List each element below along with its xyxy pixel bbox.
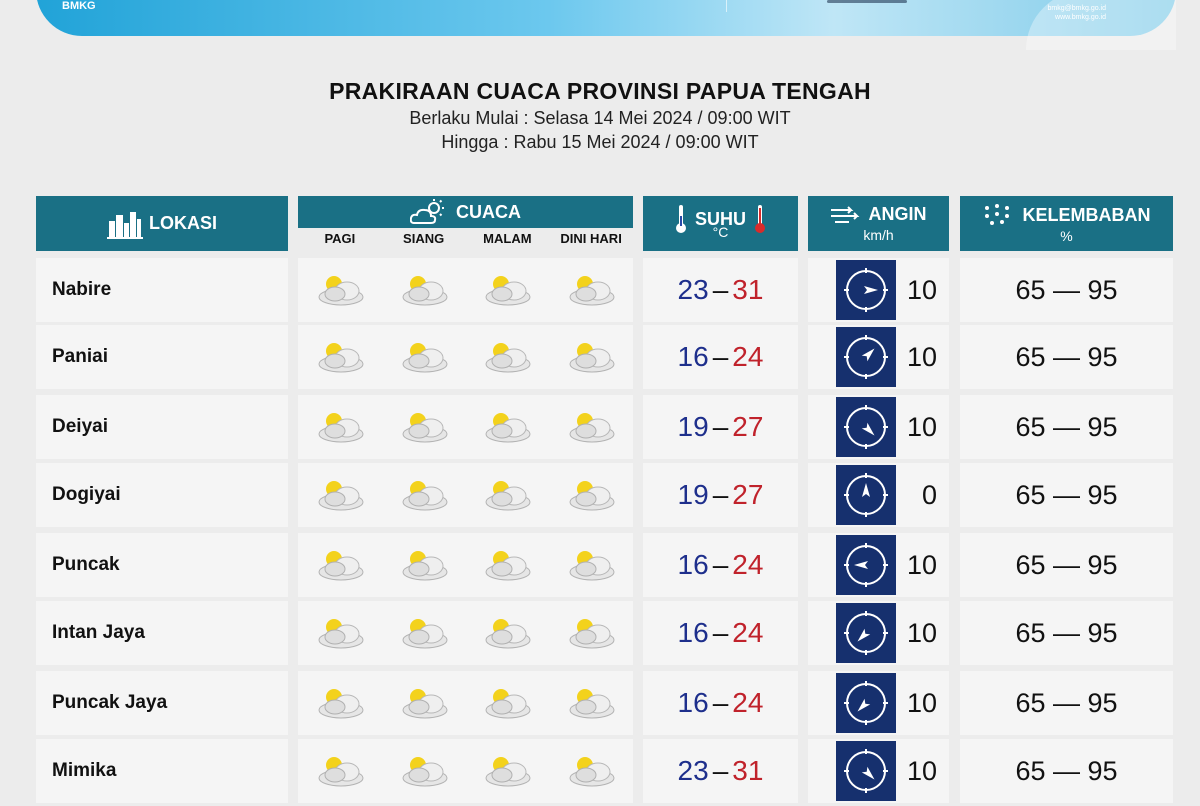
table-row xyxy=(0,258,1200,322)
wind-cell xyxy=(808,671,949,735)
wind-direction-compass-icon xyxy=(836,465,896,525)
temperature-cell xyxy=(643,395,798,459)
humidity-min: 65 xyxy=(1015,342,1046,372)
temperature-cell xyxy=(643,258,798,322)
humidity-dash: — xyxy=(1045,480,1088,510)
partly-cloudy-icon xyxy=(298,258,382,322)
temp-max: 24 xyxy=(732,549,764,580)
partly-cloudy-icon xyxy=(549,739,633,803)
temp-dash: – xyxy=(712,617,729,648)
wind-cell xyxy=(808,395,949,459)
wind-icon xyxy=(831,206,861,224)
humidity-dash: — xyxy=(1045,550,1088,580)
partly-cloudy-icon xyxy=(466,601,550,665)
contact-website: www.bmkg.go.id xyxy=(1055,14,1106,21)
kelembaban-unit: % xyxy=(1060,228,1073,244)
humidity-dash: — xyxy=(1045,342,1088,372)
weather-cell xyxy=(298,325,633,389)
forecast-title-block xyxy=(0,78,1200,153)
wind-speed: 10 xyxy=(906,688,937,718)
wind-cell xyxy=(808,533,949,597)
partly-cloudy-icon xyxy=(382,463,466,527)
location-cell xyxy=(36,258,288,322)
wind-direction-compass-icon xyxy=(836,603,896,663)
table-row xyxy=(0,533,1200,597)
humidity-dash: — xyxy=(1045,618,1088,648)
partly-cloudy-icon xyxy=(549,533,633,597)
location-cell xyxy=(36,739,288,803)
partly-cloudy-icon xyxy=(382,739,466,803)
partly-cloudy-icon xyxy=(298,325,382,389)
partly-cloudy-icon xyxy=(549,601,633,665)
period-labels xyxy=(298,228,633,251)
temp-min: 16 xyxy=(677,549,709,580)
suhu-label: SUHU xyxy=(694,208,746,229)
temperature-cell xyxy=(643,463,798,527)
period-label-dini-hari: DINI HARI xyxy=(560,231,622,246)
temp-min: 16 xyxy=(677,617,709,648)
wind-cell xyxy=(808,601,949,665)
table-row xyxy=(0,395,1200,459)
temp-min: 23 xyxy=(677,755,709,786)
location-name: Paniai xyxy=(52,346,108,367)
partly-cloudy-icon xyxy=(298,671,382,735)
partly-cloudy-icon xyxy=(298,395,382,459)
contact-email: bmkg@bmkg.go.id xyxy=(1047,5,1106,12)
wind-direction-compass-icon xyxy=(836,260,896,320)
lokasi-label: LOKASI xyxy=(148,213,217,233)
temp-dash: – xyxy=(712,687,729,718)
wind-direction-compass-icon xyxy=(836,535,896,595)
wind-direction-compass-icon xyxy=(836,327,896,387)
humidity-max: 95 xyxy=(1087,480,1118,510)
location-name: Intan Jaya xyxy=(52,622,145,643)
column-header-lokasi xyxy=(36,196,288,251)
partly-cloudy-icon xyxy=(382,533,466,597)
temp-dash: – xyxy=(712,755,729,786)
humidity-max: 95 xyxy=(1087,550,1118,580)
humidity-max: 95 xyxy=(1087,412,1118,442)
location-cell xyxy=(36,325,288,389)
partly-cloudy-icon xyxy=(466,325,550,389)
temp-dash: – xyxy=(712,274,729,305)
period-label-pagi: PAGI xyxy=(324,231,356,246)
sun-cloud-icon xyxy=(410,199,448,225)
humidity-max: 95 xyxy=(1087,688,1118,718)
wind-speed: 10 xyxy=(906,275,937,305)
bmkg-logo-text: BMKG xyxy=(62,0,96,12)
temp-max: 31 xyxy=(732,274,764,305)
partly-cloudy-icon xyxy=(466,533,550,597)
table-row xyxy=(0,325,1200,389)
period-label-siang: SIANG xyxy=(403,231,445,246)
humidity-dash: — xyxy=(1045,412,1088,442)
partly-cloudy-icon xyxy=(298,463,382,527)
temp-min: 23 xyxy=(677,274,709,305)
wind-direction-compass-icon xyxy=(836,397,896,457)
humidity-max: 95 xyxy=(1087,756,1118,786)
thermometer-hot-icon xyxy=(754,204,766,234)
temp-min: 16 xyxy=(677,341,709,372)
city-buildings-icon xyxy=(107,209,143,239)
partly-cloudy-icon xyxy=(382,325,466,389)
valid-from-text: Berlaku Mulai : Selasa 14 Mei 2024 / 09:00 WIT xyxy=(409,108,791,128)
location-name: Mimika xyxy=(52,760,117,781)
partly-cloudy-icon xyxy=(466,739,550,803)
weather-cell xyxy=(298,258,633,322)
humidity-dash: — xyxy=(1045,688,1088,718)
humidity-min: 65 xyxy=(1015,688,1046,718)
location-cell xyxy=(36,533,288,597)
angin-unit: km/h xyxy=(863,227,894,243)
partly-cloudy-icon xyxy=(298,533,382,597)
wind-direction-compass-icon xyxy=(836,673,896,733)
partly-cloudy-icon xyxy=(549,463,633,527)
humidity-dash: — xyxy=(1045,275,1088,305)
temp-max: 27 xyxy=(732,479,764,510)
wind-speed: 10 xyxy=(906,412,937,442)
weather-cell xyxy=(298,395,633,459)
humidity-min: 65 xyxy=(1015,275,1046,305)
partly-cloudy-icon xyxy=(549,258,633,322)
temp-dash: – xyxy=(712,411,729,442)
page-title: PRAKIRAAN CUACA PROVINSI PAPUA TENGAH xyxy=(329,78,871,104)
humidity-cell xyxy=(960,671,1173,735)
wind-cell xyxy=(808,258,949,322)
location-name: Nabire xyxy=(52,279,112,300)
humidity-cell xyxy=(960,533,1173,597)
temperature-cell xyxy=(643,601,798,665)
location-name: Deiyai xyxy=(52,416,108,437)
wind-cell xyxy=(808,325,949,389)
temp-dash: – xyxy=(712,479,729,510)
humidity-max: 95 xyxy=(1087,342,1118,372)
partly-cloudy-icon xyxy=(466,395,550,459)
humidity-min: 65 xyxy=(1015,480,1046,510)
humidity-min: 65 xyxy=(1015,550,1046,580)
location-name: Puncak Jaya xyxy=(52,692,168,713)
temperature-cell xyxy=(643,325,798,389)
humidity-cell xyxy=(960,463,1173,527)
temp-min: 19 xyxy=(677,411,709,442)
wind-direction-compass-icon xyxy=(836,741,896,801)
wind-speed: 10 xyxy=(906,550,937,580)
partly-cloudy-icon xyxy=(382,395,466,459)
table-row xyxy=(0,739,1200,803)
wind-speed: 10 xyxy=(906,618,937,648)
column-header-cuaca xyxy=(298,196,633,251)
header-banner xyxy=(36,0,1176,36)
humidity-cell xyxy=(960,739,1173,803)
table-row xyxy=(0,601,1200,665)
location-cell xyxy=(36,463,288,527)
humidity-drops-icon xyxy=(983,204,1015,226)
weather-cell xyxy=(298,739,633,803)
partly-cloudy-icon xyxy=(549,671,633,735)
partly-cloudy-icon xyxy=(382,258,466,322)
humidity-cell xyxy=(960,395,1173,459)
temperature-cell xyxy=(643,671,798,735)
wind-speed: 10 xyxy=(906,342,937,372)
partly-cloudy-icon xyxy=(466,463,550,527)
weather-cell xyxy=(298,463,633,527)
wind-speed: 10 xyxy=(906,756,937,786)
kelembaban-label: KELEMBABAN xyxy=(1022,204,1151,225)
wind-cell xyxy=(808,739,949,803)
location-name: Puncak xyxy=(52,554,120,575)
column-header-angin xyxy=(808,196,949,251)
humidity-min: 65 xyxy=(1015,756,1046,786)
humidity-cell xyxy=(960,601,1173,665)
humidity-cell xyxy=(960,258,1173,322)
weather-cell xyxy=(298,671,633,735)
valid-until-text: Hingga : Rabu 15 Mei 2024 / 09:00 WIT xyxy=(441,132,759,152)
humidity-cell xyxy=(960,325,1173,389)
table-row xyxy=(0,463,1200,527)
temperature-cell xyxy=(643,739,798,803)
humidity-max: 95 xyxy=(1087,618,1118,648)
partly-cloudy-icon xyxy=(466,258,550,322)
temp-max: 24 xyxy=(732,687,764,718)
thermometer-cold-icon xyxy=(675,204,687,234)
temperature-cell xyxy=(643,533,798,597)
period-label-malam: MALAM xyxy=(483,231,532,246)
contact-info xyxy=(1048,4,1106,22)
location-name: Dogiyai xyxy=(52,484,121,505)
partly-cloudy-icon xyxy=(298,601,382,665)
temp-max: 31 xyxy=(732,755,764,786)
partly-cloudy-icon xyxy=(382,601,466,665)
weather-cell xyxy=(298,533,633,597)
partly-cloudy-icon xyxy=(549,325,633,389)
indonesia-map-thumbnail xyxy=(726,0,1007,12)
humidity-max: 95 xyxy=(1087,275,1118,305)
temp-dash: – xyxy=(712,549,729,580)
temp-max: 27 xyxy=(732,411,764,442)
temp-dash: – xyxy=(712,341,729,372)
temp-min: 19 xyxy=(677,479,709,510)
partly-cloudy-icon xyxy=(298,739,382,803)
temp-min: 16 xyxy=(677,687,709,718)
location-cell xyxy=(36,601,288,665)
table-row xyxy=(0,671,1200,735)
cuaca-label: CUACA xyxy=(456,201,521,222)
temp-max: 24 xyxy=(732,341,764,372)
humidity-min: 65 xyxy=(1015,412,1046,442)
partly-cloudy-icon xyxy=(382,671,466,735)
partly-cloudy-icon xyxy=(549,395,633,459)
location-cell xyxy=(36,395,288,459)
suhu-unit: °C xyxy=(712,224,729,240)
column-header-suhu xyxy=(643,196,798,251)
angin-label: ANGIN xyxy=(868,204,927,224)
temp-max: 24 xyxy=(732,617,764,648)
wind-cell xyxy=(808,463,949,527)
column-header-kelembaban xyxy=(960,196,1173,251)
humidity-min: 65 xyxy=(1015,618,1046,648)
partly-cloudy-icon xyxy=(466,671,550,735)
wind-speed: 0 xyxy=(921,480,937,510)
location-cell xyxy=(36,671,288,735)
weather-cell xyxy=(298,601,633,665)
humidity-dash: — xyxy=(1045,756,1088,786)
